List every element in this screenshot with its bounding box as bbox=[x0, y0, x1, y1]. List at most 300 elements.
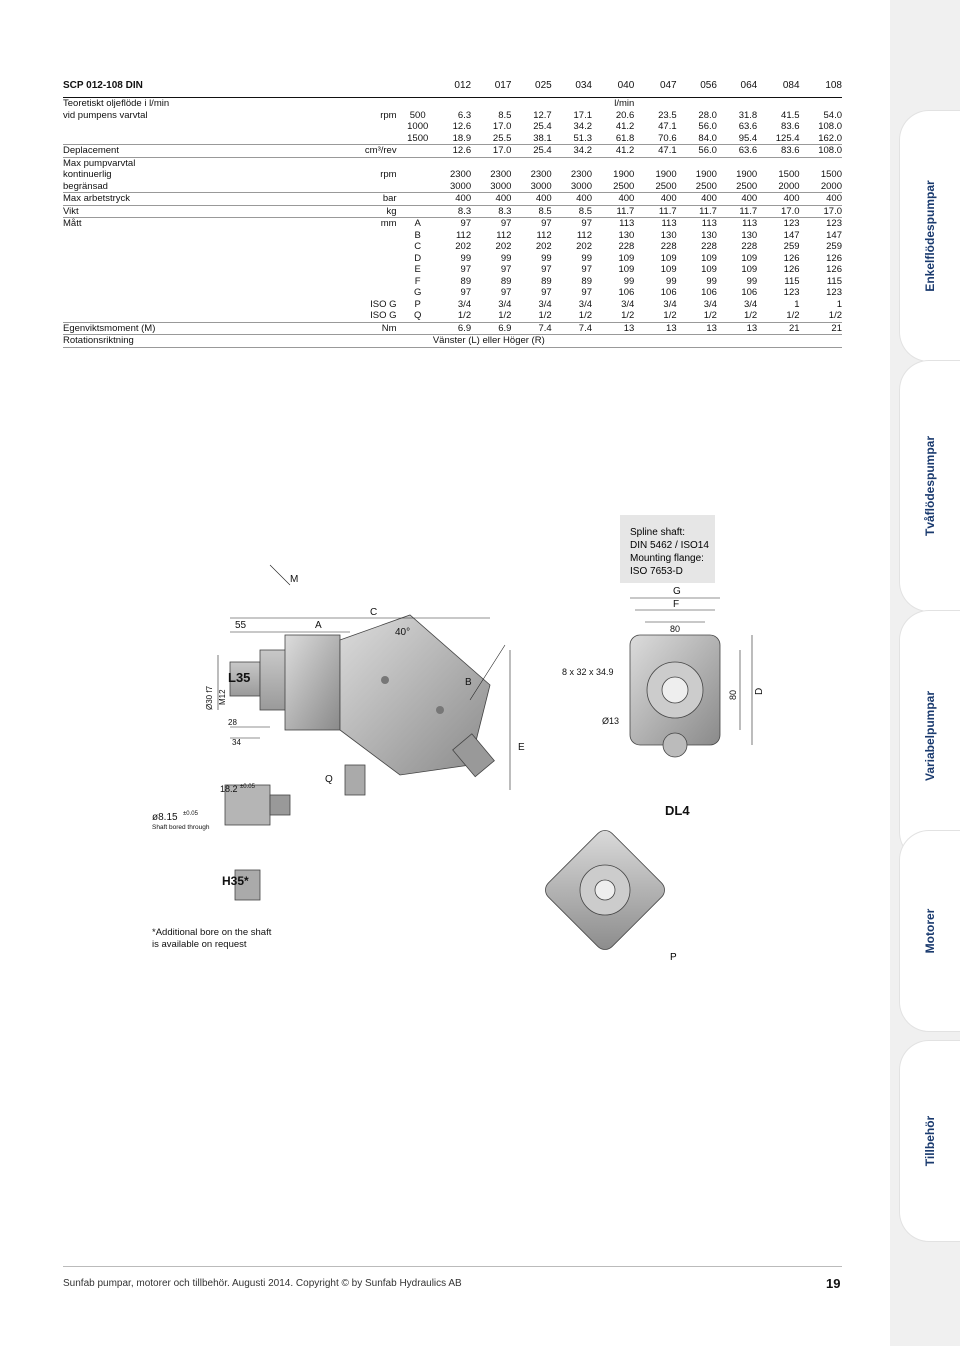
row-unit: ISO G bbox=[370, 310, 397, 321]
row-value: 99 bbox=[706, 275, 717, 287]
column-header: 047 bbox=[634, 75, 676, 98]
tab-motorer[interactable] bbox=[899, 830, 960, 1032]
row-label: Egenviktsmoment (M) bbox=[63, 322, 285, 335]
row-value: 25.4 bbox=[511, 145, 551, 158]
row-value: 89 bbox=[581, 275, 592, 287]
row-value: 11.7 bbox=[634, 205, 676, 218]
row-value: 108.0 bbox=[818, 121, 842, 132]
row-value: 202 bbox=[495, 241, 512, 252]
label-h35: H35* bbox=[222, 874, 249, 888]
label-q: Q bbox=[325, 774, 333, 785]
row-value: 7.4 bbox=[511, 322, 551, 335]
row-value bbox=[677, 98, 717, 110]
table-row bbox=[63, 218, 842, 230]
row-value: 6.3 bbox=[457, 109, 472, 121]
row-value: 400 bbox=[800, 193, 842, 206]
row-value: 400 bbox=[634, 193, 676, 206]
row-value: 400 bbox=[471, 193, 511, 206]
row-value: 1/2 bbox=[744, 310, 758, 321]
table-row bbox=[63, 133, 842, 145]
row-value: 1/2 bbox=[498, 310, 512, 321]
row-value: 89 bbox=[500, 275, 512, 287]
row-value: 109 bbox=[741, 264, 758, 275]
table-row bbox=[63, 299, 842, 311]
table-row bbox=[63, 98, 842, 110]
row-value: 97 bbox=[541, 264, 552, 275]
row-value bbox=[552, 98, 592, 110]
row-value: 1500 bbox=[820, 169, 842, 180]
row-value bbox=[471, 98, 511, 110]
row-value: 400 bbox=[592, 193, 634, 206]
row-value: 7.4 bbox=[552, 322, 592, 335]
tab-label: Variabelpumpar bbox=[923, 690, 937, 782]
row-value: 8.5 bbox=[511, 205, 551, 218]
row-value: 109 bbox=[701, 264, 717, 275]
row-value: 1 bbox=[794, 298, 800, 310]
row-unit bbox=[285, 181, 403, 193]
label-b: B bbox=[465, 677, 472, 688]
row-value: 130 bbox=[701, 229, 717, 241]
row-label: Teoretiskt oljeflöde i l/min bbox=[63, 98, 170, 109]
row-value: 28.0 bbox=[698, 109, 717, 121]
column-header: 012 bbox=[433, 75, 471, 98]
row-code bbox=[403, 98, 433, 110]
row-value: 130 bbox=[660, 229, 677, 241]
row-value: 2300 bbox=[530, 169, 552, 180]
row-value: 112 bbox=[576, 229, 592, 241]
row-value: 3/4 bbox=[744, 298, 758, 310]
label-a: A bbox=[315, 620, 322, 631]
row-value: 2300 bbox=[490, 169, 512, 180]
column-header: 108 bbox=[800, 75, 842, 98]
row-value: 99 bbox=[746, 275, 758, 287]
tab-enkelflodespumpar[interactable] bbox=[899, 110, 960, 362]
row-value: 123 bbox=[826, 287, 842, 298]
row-value: 18.9 bbox=[452, 132, 472, 144]
table-row bbox=[63, 145, 842, 158]
table-row bbox=[63, 181, 842, 193]
row-value: 3/4 bbox=[498, 298, 512, 310]
tab-label: Tvåflödespumpar bbox=[923, 435, 937, 537]
row-value bbox=[634, 157, 676, 169]
label-dia-13: Ø13 bbox=[602, 716, 620, 726]
row-value: 1/2 bbox=[538, 310, 552, 321]
row-value: 123 bbox=[800, 218, 842, 230]
row-value: 1500 bbox=[778, 169, 800, 180]
row-code: D bbox=[414, 252, 422, 264]
label-dia-8-15: ø8.15 bbox=[152, 812, 178, 823]
row-value: 113 bbox=[634, 218, 676, 230]
row-value: 34.2 bbox=[573, 121, 592, 132]
row-value: 113 bbox=[677, 218, 717, 230]
row-value: 202 bbox=[576, 241, 592, 252]
row-value: 97 bbox=[500, 264, 512, 275]
row-unit: rpm bbox=[380, 169, 397, 180]
row-value: 1/2 bbox=[457, 310, 472, 321]
row-value: 25.5 bbox=[492, 132, 512, 144]
row-value bbox=[757, 98, 799, 110]
table-row bbox=[63, 335, 842, 348]
label-e: E bbox=[518, 742, 525, 753]
row-code: G bbox=[414, 287, 422, 298]
row-value: 51.3 bbox=[573, 132, 592, 144]
row-value: 400 bbox=[433, 193, 471, 206]
row-value: 130 bbox=[741, 229, 758, 241]
label-angle: 40° bbox=[395, 627, 411, 638]
row-value: 1 bbox=[836, 298, 842, 310]
row-value: 6.9 bbox=[433, 322, 471, 335]
tab-tvaflodespumpar[interactable] bbox=[899, 360, 960, 612]
row-label bbox=[63, 230, 285, 242]
row-value: 228 bbox=[618, 241, 635, 252]
row-value: 2300 bbox=[449, 169, 472, 180]
row-value: 259 bbox=[826, 241, 842, 252]
row-value: 400 bbox=[717, 193, 757, 206]
row-value bbox=[717, 157, 757, 169]
table-row bbox=[63, 193, 842, 206]
row-value: 97 bbox=[433, 218, 471, 230]
tab-variabelpumpar[interactable] bbox=[899, 610, 960, 862]
callout-line-3: Mounting flange: bbox=[630, 553, 704, 564]
row-value: 21 bbox=[757, 322, 799, 335]
row-unit: Nm bbox=[285, 322, 403, 335]
label-28: 28 bbox=[228, 718, 237, 727]
row-label: Mått bbox=[63, 218, 285, 230]
row-value: 400 bbox=[757, 193, 799, 206]
row-value: 13 bbox=[677, 322, 717, 335]
row-label: begränsad bbox=[63, 180, 108, 192]
row-value: 106 bbox=[618, 287, 635, 298]
label-g: G bbox=[673, 586, 681, 597]
row-label bbox=[63, 253, 285, 265]
row-value: 400 bbox=[552, 193, 592, 206]
spline-callout bbox=[620, 515, 715, 583]
label-l35: L35 bbox=[228, 670, 251, 685]
row-value: 1/2 bbox=[578, 310, 592, 321]
row-label bbox=[63, 310, 285, 322]
row-value: 2500 bbox=[695, 180, 717, 192]
row-unit bbox=[285, 157, 403, 169]
row-value: 97 bbox=[581, 287, 592, 298]
row-label bbox=[63, 121, 285, 133]
row-label: Deplacement bbox=[63, 145, 285, 158]
note-line-1: *Additional bore on the shaft bbox=[152, 927, 272, 938]
row-value: 3/4 bbox=[703, 298, 717, 310]
row-unit: kg bbox=[285, 205, 403, 218]
row-unit: rpm bbox=[380, 109, 397, 121]
row-value: 89 bbox=[541, 275, 552, 287]
row-value: 25.4 bbox=[533, 121, 552, 132]
row-value: 126 bbox=[826, 264, 842, 275]
row-unit: ISO G bbox=[370, 298, 397, 310]
row-code bbox=[403, 205, 433, 218]
table-row bbox=[63, 110, 842, 122]
row-value: 38.1 bbox=[533, 132, 552, 144]
row-value: 1900 bbox=[613, 169, 635, 180]
label-80-top: 80 bbox=[670, 624, 681, 634]
footer-divider bbox=[63, 1266, 842, 1267]
table-row bbox=[63, 310, 842, 322]
row-value: 112 bbox=[455, 229, 472, 241]
row-value: 63.6 bbox=[738, 121, 758, 132]
column-header: 017 bbox=[471, 75, 511, 98]
table-row bbox=[63, 157, 842, 169]
spec-table bbox=[63, 75, 842, 348]
row-value: 17.0 bbox=[492, 121, 512, 132]
row-unit bbox=[285, 287, 403, 299]
note-line-2: is available on request bbox=[152, 939, 247, 950]
row-value: 112 bbox=[536, 229, 552, 241]
callout-line-4: ISO 7653-D bbox=[630, 566, 683, 577]
row-label: Max arbetstryck bbox=[63, 193, 285, 206]
label-18-2: 18.2 bbox=[220, 784, 238, 794]
row-value: 97 bbox=[511, 218, 551, 230]
row-value bbox=[677, 157, 717, 169]
row-value: 17.0 bbox=[757, 205, 799, 218]
row-value: 3000 bbox=[449, 180, 472, 192]
row-unit: cm³/rev bbox=[285, 145, 403, 158]
label-34: 34 bbox=[232, 738, 241, 747]
row-unit bbox=[285, 276, 403, 288]
row-unit: bar bbox=[285, 193, 403, 206]
row-label bbox=[63, 287, 285, 299]
row-value: 8.3 bbox=[433, 205, 471, 218]
row-unit bbox=[285, 133, 403, 145]
row-code bbox=[403, 322, 433, 335]
row-value: 84.0 bbox=[698, 132, 717, 144]
row-value: 123 bbox=[783, 287, 800, 298]
row-code: C bbox=[414, 241, 422, 252]
row-value bbox=[800, 157, 842, 169]
row-value: 108.0 bbox=[800, 145, 842, 158]
row-value: 228 bbox=[741, 241, 758, 252]
row-value: 11.7 bbox=[592, 205, 634, 218]
row-value: 1/2 bbox=[703, 310, 717, 321]
row-value: 109 bbox=[660, 252, 677, 264]
row-value: 17.1 bbox=[573, 109, 592, 121]
row-value: 97 bbox=[471, 218, 511, 230]
row-value: 2000 bbox=[778, 180, 800, 192]
section-sidebar bbox=[890, 0, 960, 1346]
row-code: Q bbox=[414, 310, 422, 321]
column-header: 084 bbox=[757, 75, 799, 98]
row-value: 99 bbox=[623, 275, 635, 287]
row-value: 89 bbox=[460, 275, 472, 287]
row-value: 70.6 bbox=[658, 132, 677, 144]
row-code bbox=[403, 181, 433, 193]
row-code bbox=[403, 145, 433, 158]
row-value: 13 bbox=[717, 322, 757, 335]
row-unit bbox=[285, 241, 403, 253]
row-unit bbox=[285, 335, 403, 348]
row-value: 95.4 bbox=[738, 132, 758, 144]
row-value: 3/4 bbox=[578, 298, 592, 310]
row-value: 3000 bbox=[490, 180, 512, 192]
row-value: 41.5 bbox=[781, 109, 800, 121]
row-value: 17.0 bbox=[800, 205, 842, 218]
table-row bbox=[63, 253, 842, 265]
row-unit bbox=[285, 121, 403, 133]
footer-text: Sunfab pumpar, motorer och tillbehör. Augusti 2014. Copyright © by Sunfab Hydraulics AB bbox=[63, 1278, 462, 1289]
row-code: F bbox=[414, 275, 421, 287]
label-shaft-bored: Shaft bored through bbox=[152, 824, 210, 831]
row-value: 228 bbox=[660, 241, 677, 252]
table-header-row bbox=[63, 75, 842, 98]
row-value: 99 bbox=[541, 252, 552, 264]
row-value: 31.8 bbox=[738, 109, 758, 121]
row-value: 1900 bbox=[736, 169, 758, 180]
tab-label: Tillbehör bbox=[923, 1115, 937, 1167]
row-value: 113 bbox=[592, 218, 634, 230]
row-label: Max pumpvarvtal bbox=[63, 157, 285, 169]
row-value: 21 bbox=[800, 322, 842, 335]
row-value: 61.8 bbox=[615, 132, 635, 144]
callout-line-2: DIN 5462 / ISO14 bbox=[630, 540, 709, 551]
row-code: 500 bbox=[409, 109, 426, 121]
table-row bbox=[63, 241, 842, 253]
table-row bbox=[63, 205, 842, 218]
row-value: 162.0 bbox=[818, 132, 842, 144]
label-m: M bbox=[290, 574, 299, 585]
column-header: 034 bbox=[552, 75, 592, 98]
row-value: 126 bbox=[783, 252, 800, 264]
row-value: 106 bbox=[741, 287, 758, 298]
row-value: 123 bbox=[757, 218, 799, 230]
row-value: 12.7 bbox=[533, 109, 552, 121]
row-value: 106 bbox=[701, 287, 717, 298]
row-value: 126 bbox=[783, 264, 800, 275]
table-row bbox=[63, 230, 842, 242]
row-value: 202 bbox=[455, 241, 472, 252]
row-unit: mm bbox=[285, 218, 403, 230]
row-value bbox=[433, 98, 471, 110]
row-value: 97 bbox=[500, 287, 512, 298]
row-value: 3/4 bbox=[457, 298, 472, 310]
page-title: SCP 012-108 DIN bbox=[63, 75, 433, 98]
row-value: 130 bbox=[618, 229, 635, 241]
row-value: 228 bbox=[701, 241, 717, 252]
row-value: 1/2 bbox=[828, 310, 842, 321]
row-label bbox=[63, 299, 285, 311]
label-55: 55 bbox=[235, 620, 247, 631]
row-value: 126 bbox=[826, 252, 842, 264]
row-value: 109 bbox=[618, 264, 635, 275]
pump-bottom-view bbox=[541, 826, 668, 953]
row-value: 11.7 bbox=[717, 205, 757, 218]
row-value: 109 bbox=[660, 264, 677, 275]
row-value: 3/4 bbox=[621, 298, 635, 310]
table-row bbox=[63, 264, 842, 276]
row-value bbox=[511, 98, 551, 110]
label-80-side: 80 bbox=[728, 689, 738, 700]
row-value bbox=[511, 157, 551, 169]
row-value: 113 bbox=[717, 218, 757, 230]
label-dia-8-15-tolerance: ±0.05 bbox=[183, 811, 198, 817]
row-value: 3/4 bbox=[538, 298, 552, 310]
row-value: 97 bbox=[460, 264, 472, 275]
row-value: 12.6 bbox=[452, 121, 472, 132]
row-label bbox=[63, 276, 285, 288]
column-header: 025 bbox=[511, 75, 551, 98]
row-value: 147 bbox=[783, 229, 800, 241]
row-value: 2300 bbox=[570, 169, 592, 180]
row-label: Vikt bbox=[63, 205, 285, 218]
row-value: 63.6 bbox=[717, 145, 757, 158]
row-value: 106 bbox=[660, 287, 677, 298]
row-code bbox=[403, 157, 433, 169]
row-value: 97 bbox=[460, 287, 472, 298]
table-row bbox=[63, 276, 842, 288]
row-value bbox=[800, 98, 842, 110]
row-value: 83.6 bbox=[781, 121, 800, 132]
row-unit bbox=[285, 264, 403, 276]
row-value: 83.6 bbox=[757, 145, 799, 158]
row-unit bbox=[285, 230, 403, 242]
row-value: 99 bbox=[500, 252, 512, 264]
row-value: 1/2 bbox=[786, 310, 800, 321]
row-value: 1900 bbox=[695, 169, 717, 180]
label-m12: M12 bbox=[218, 689, 227, 705]
row-value: 1/2 bbox=[663, 310, 677, 321]
row-code: B bbox=[414, 229, 421, 241]
row-value: 8.3 bbox=[471, 205, 511, 218]
row-value: 3000 bbox=[570, 180, 592, 192]
row-value: 56.0 bbox=[677, 145, 717, 158]
label-c: C bbox=[370, 607, 378, 618]
table-row bbox=[63, 287, 842, 299]
row-label: Rotationsriktning bbox=[63, 335, 285, 348]
row-value: 6.9 bbox=[471, 322, 511, 335]
column-header: 056 bbox=[677, 75, 717, 98]
row-unit bbox=[285, 98, 403, 110]
table-row bbox=[63, 322, 842, 335]
row-value: 8.5 bbox=[552, 205, 592, 218]
row-value: 2500 bbox=[613, 180, 635, 192]
tab-tillbehor[interactable] bbox=[899, 1040, 960, 1242]
callout-line-1: Spline shaft: bbox=[630, 527, 686, 538]
row-value: 47.1 bbox=[634, 145, 676, 158]
pump-front-view bbox=[630, 635, 720, 757]
row-value: 2000 bbox=[820, 180, 842, 192]
row-value bbox=[471, 157, 511, 169]
label-dia-30: Ø30 f7 bbox=[205, 685, 214, 710]
row-value: 56.0 bbox=[698, 121, 717, 132]
row-value: 12.6 bbox=[433, 145, 471, 158]
row-value bbox=[717, 98, 757, 110]
row-value: 54.0 bbox=[823, 109, 842, 121]
row-value: 2500 bbox=[655, 180, 677, 192]
row-value: 41.2 bbox=[592, 145, 634, 158]
row-value: 8.5 bbox=[498, 109, 512, 121]
row-value: 109 bbox=[701, 252, 717, 264]
row-value: 41.2 bbox=[615, 121, 635, 132]
row-value: 13 bbox=[592, 322, 634, 335]
page-number: 19 bbox=[826, 1276, 841, 1291]
row-label bbox=[63, 133, 285, 145]
label-p: P bbox=[670, 952, 677, 960]
row-value: 99 bbox=[581, 252, 592, 264]
row-label: kontinuerlig bbox=[63, 169, 112, 180]
row-value: 1900 bbox=[655, 169, 677, 180]
row-code bbox=[403, 193, 433, 206]
row-value: 97 bbox=[581, 264, 592, 275]
row-value: 1/2 bbox=[621, 310, 635, 321]
row-value: 17.0 bbox=[471, 145, 511, 158]
label-dl4: DL4 bbox=[665, 803, 690, 818]
row-code bbox=[403, 169, 433, 181]
row-value bbox=[433, 157, 471, 169]
row-value bbox=[757, 157, 799, 169]
